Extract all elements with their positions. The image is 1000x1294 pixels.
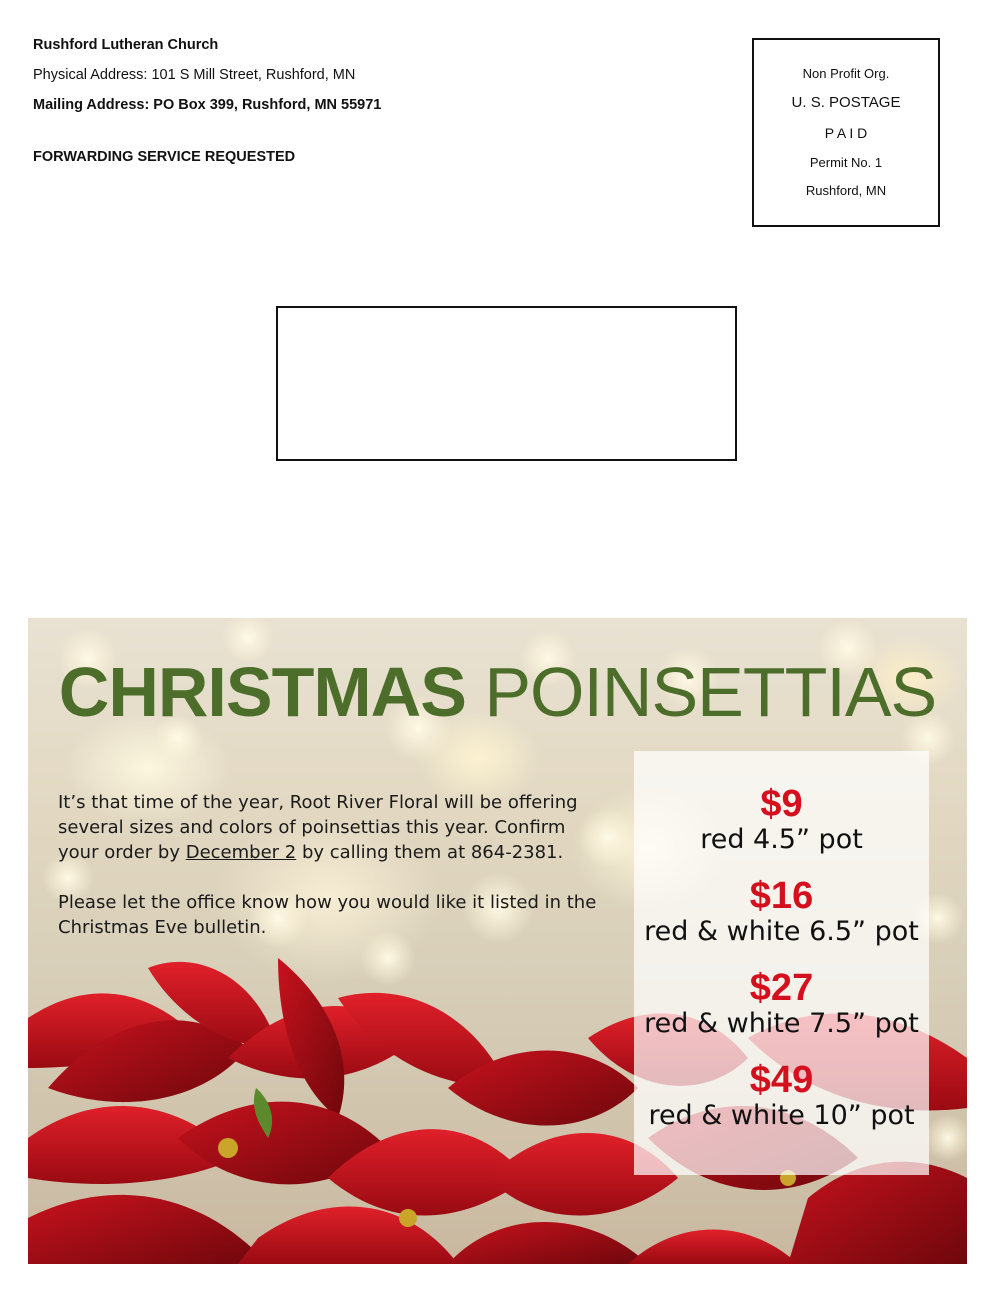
price-amount: $27 (749, 967, 814, 1009)
title-poinsettias: POINSETTIAS (484, 653, 937, 731)
postage-line-paid: P A I D (824, 125, 868, 141)
price-item (634, 876, 929, 948)
price-description: red 4.5” pot (700, 824, 863, 855)
order-text-end: by calling them at 864-2381. (296, 842, 564, 863)
order-deadline: December 2 (185, 842, 297, 863)
price-item (634, 1060, 929, 1132)
physical-address: Physical Address: 101 S Mill Street, Rushford, MN (33, 67, 356, 83)
address-window (276, 306, 737, 461)
price-amount: $49 (749, 1059, 814, 1101)
poinsettia-flyer (28, 618, 967, 1264)
postage-line-nonprofit: Non Profit Org. (802, 66, 890, 81)
price-list (634, 751, 929, 1175)
order-paragraph (58, 790, 603, 865)
price-amount: $16 (749, 875, 814, 917)
postage-line-us-postage: U. S. POSTAGE (791, 94, 901, 111)
order-text-start: It’s that time of the year, Root River Floral will be offering several sizes and colors of poinsettias this year. Confirm your order by (58, 792, 578, 863)
postage-line-city: Rushford, MN (805, 183, 887, 198)
flyer-title (28, 652, 967, 732)
price-item (634, 784, 929, 856)
mailing-address: Mailing Address: PO Box 399, Rushford, MN 55971 (33, 97, 382, 113)
price-item (634, 968, 929, 1040)
church-name: Rushford Lutheran Church (33, 37, 219, 53)
forwarding-notice: FORWARDING SERVICE REQUESTED (33, 149, 296, 165)
price-description: red & white 7.5” pot (644, 1008, 919, 1039)
postage-indicia (752, 38, 940, 227)
price-amount: $9 (760, 783, 803, 825)
price-description: red & white 6.5” pot (644, 916, 919, 947)
return-address (33, 30, 381, 120)
bulletin-paragraph: Please let the office know how you would like it listed in the Christmas Eve bulletin. (58, 892, 597, 938)
title-christmas: CHRISTMAS (58, 653, 466, 731)
price-description: red & white 10” pot (648, 1100, 915, 1131)
postage-line-permit: Permit No. 1 (809, 155, 883, 170)
flyer-description (58, 790, 603, 940)
